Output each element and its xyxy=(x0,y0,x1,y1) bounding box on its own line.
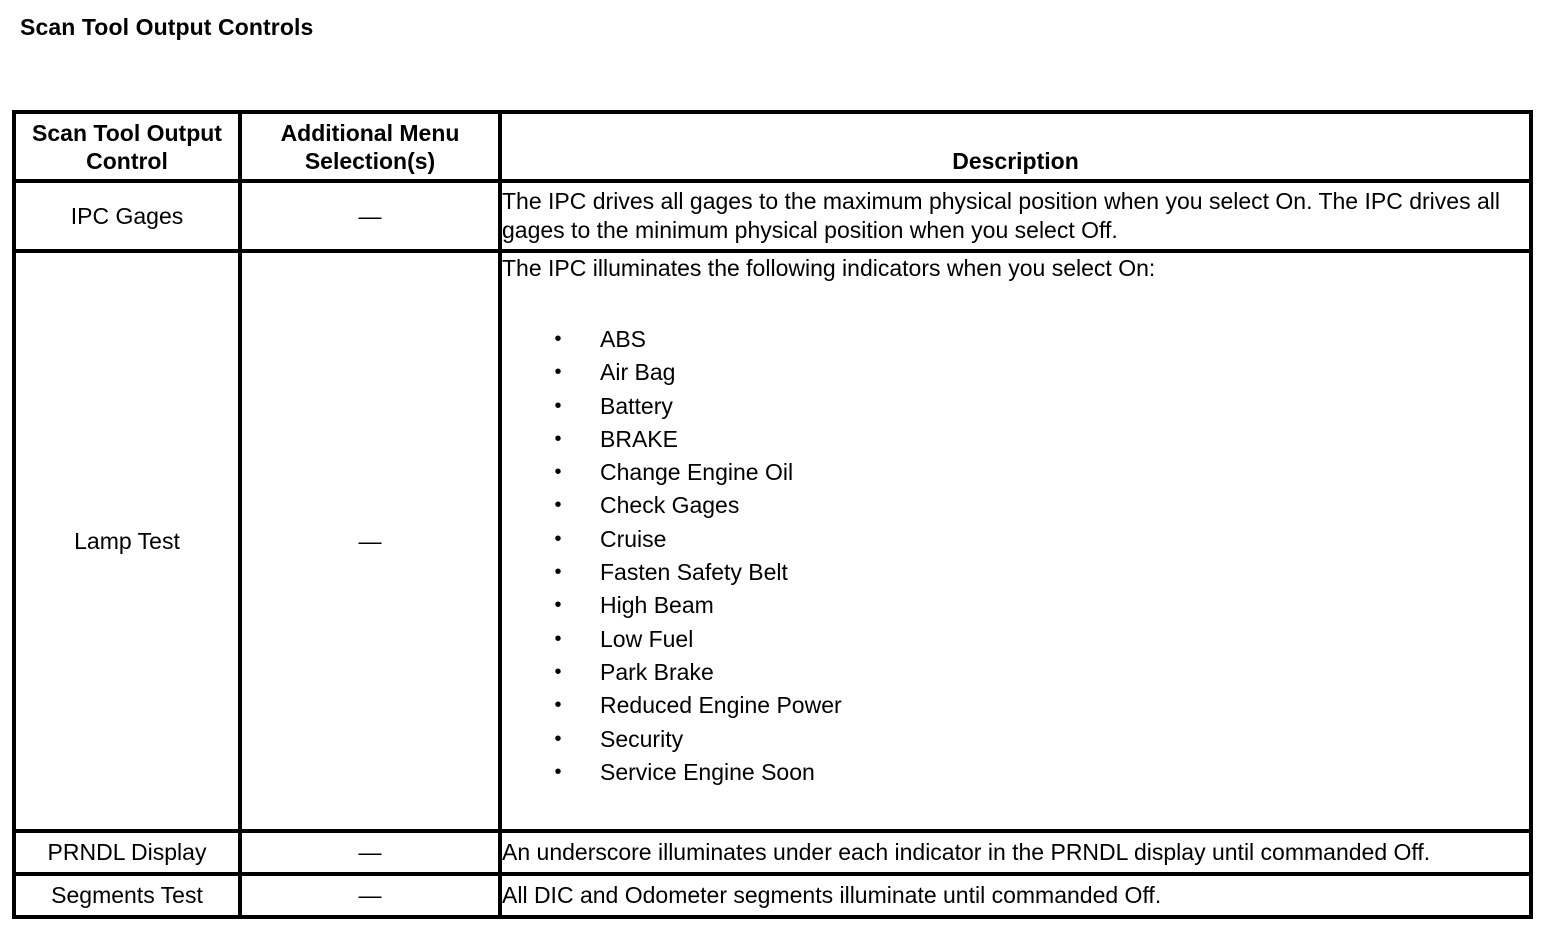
header-menu-selection: Additional Menu Selection(s) xyxy=(240,112,500,181)
description-cell: The IPC drives all gages to the maximum physical position when you select On. The IPC drives all gages to the minimum physical position when you select Off. xyxy=(500,181,1531,251)
list-item xyxy=(502,689,1529,722)
list-item xyxy=(502,656,1529,689)
header-control: Scan Tool Output Control xyxy=(14,112,240,181)
list-item xyxy=(502,623,1529,656)
list-item xyxy=(502,423,1529,456)
control-cell: Segments Test xyxy=(14,874,240,917)
list-item xyxy=(502,723,1529,756)
indicator-label: Service Engine Soon xyxy=(600,758,815,785)
control-cell: Lamp Test xyxy=(14,251,240,831)
table-row xyxy=(14,874,1531,917)
indicator-label: Change Engine Oil xyxy=(600,459,794,486)
indicator-label: Battery xyxy=(600,392,673,419)
control-cell: IPC Gages xyxy=(14,181,240,251)
list-item xyxy=(502,390,1529,423)
list-item xyxy=(502,489,1529,522)
list-item xyxy=(502,356,1529,389)
menu-selection-cell: — xyxy=(240,874,500,917)
indicator-label: Low Fuel xyxy=(600,625,694,652)
bullet-icon: • xyxy=(554,594,562,617)
bullet-icon: • xyxy=(554,527,562,550)
indicator-label: Cruise xyxy=(600,525,667,552)
header-description: Description xyxy=(500,112,1531,181)
bullet-icon: • xyxy=(554,494,562,517)
bullet-icon: • xyxy=(554,328,562,350)
bullet-icon: • xyxy=(554,427,562,450)
menu-selection-cell: — xyxy=(240,831,500,874)
bullet-icon: • xyxy=(554,394,562,417)
indicator-label: High Beam xyxy=(600,592,714,619)
indicator-label: BRAKE xyxy=(600,425,678,452)
bullet-icon: • xyxy=(554,361,562,384)
list-item xyxy=(502,756,1529,789)
list-item xyxy=(502,589,1529,622)
page-title: Scan Tool Output Controls xyxy=(20,14,314,40)
list-item xyxy=(502,556,1529,589)
bullet-icon: • xyxy=(554,660,562,683)
description-cell xyxy=(500,251,1531,831)
menu-selection-cell: — xyxy=(240,251,500,831)
bullet-icon: • xyxy=(554,561,562,584)
indicator-label: Check Gages xyxy=(600,492,740,519)
bullet-icon: • xyxy=(554,627,562,650)
bullet-icon: • xyxy=(554,760,562,783)
table-header-row xyxy=(14,112,1531,181)
output-controls-table xyxy=(12,110,1533,919)
indicator-label: Air Bag xyxy=(600,359,676,386)
description-cell: An underscore illuminates under each indicator in the PRNDL display until commanded Off. xyxy=(500,831,1531,874)
indicator-label: Reduced Engine Power xyxy=(600,692,842,719)
list-item xyxy=(502,456,1529,489)
table-row xyxy=(14,181,1531,251)
list-item xyxy=(502,523,1529,556)
description-cell: All DIC and Odometer segments illuminate until commanded Off. xyxy=(500,874,1531,917)
list-item xyxy=(502,323,1529,356)
bullet-icon: • xyxy=(554,694,562,717)
indicator-list xyxy=(502,323,1529,789)
indicator-label: Security xyxy=(600,725,684,752)
table-row xyxy=(14,831,1531,874)
lamp-test-intro: The IPC illuminates the following indicators when you select On: xyxy=(502,255,1156,281)
menu-selection-cell: — xyxy=(240,181,500,251)
bullet-icon: • xyxy=(554,461,562,484)
control-cell: PRNDL Display xyxy=(14,831,240,874)
indicator-label: Park Brake xyxy=(600,658,714,685)
indicator-label: Fasten Safety Belt xyxy=(600,559,788,586)
table-row xyxy=(14,251,1531,831)
bullet-icon: • xyxy=(554,727,562,750)
indicator-label: ABS xyxy=(600,326,647,352)
